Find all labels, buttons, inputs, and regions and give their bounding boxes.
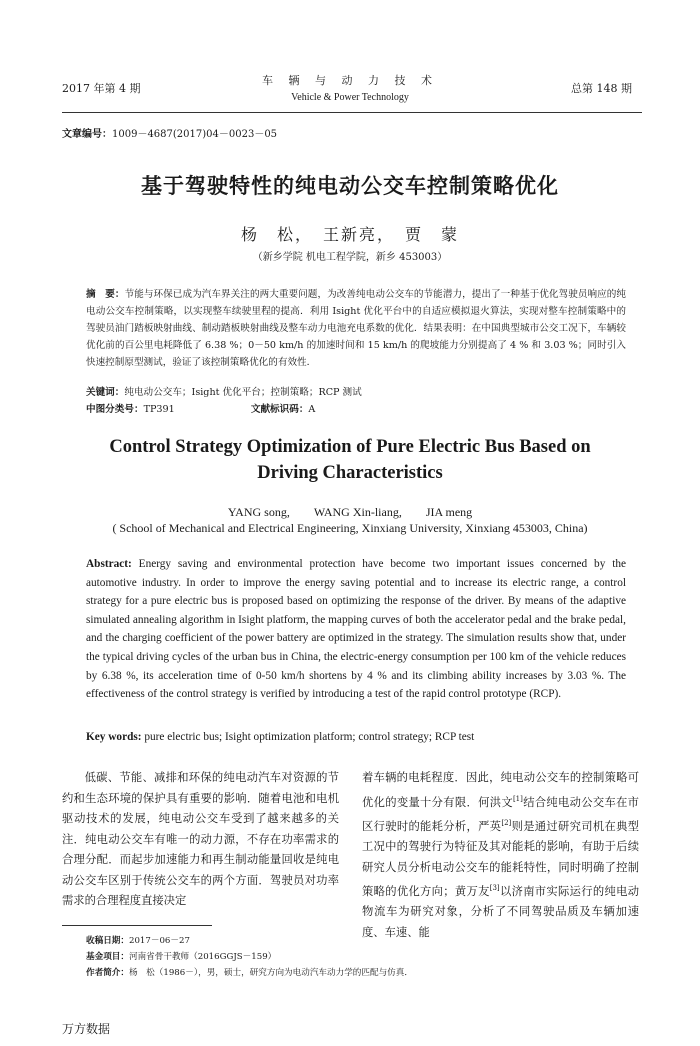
- keywords-cn: [86, 384, 626, 401]
- article-number-value: 1009－4687(2017)04－0023－05: [112, 129, 278, 140]
- fund-label: 基金项目：: [86, 952, 129, 962]
- header-rule: [62, 112, 642, 113]
- clc-value: TP391: [143, 404, 175, 415]
- body-column-right: [362, 768, 639, 943]
- author-bio-label: 作者简介：: [86, 968, 129, 978]
- classification-cn: [86, 401, 626, 418]
- authors-en: YANG song, WANG Xin-liang, JIA meng: [227, 505, 473, 519]
- keywords-cn-label: 关键词：: [86, 387, 125, 398]
- issue-label: 2017 年第 4 期: [62, 82, 141, 95]
- body-paragraph-continued: [362, 768, 639, 943]
- footnote-received: [86, 934, 190, 949]
- affiliation-en: ( School of Mechanical and Electrical Engineering, Xinxiang University, Xinxiang 453003, China): [112, 521, 588, 535]
- keywords-en-label: Key words:: [86, 731, 142, 743]
- doc-code-label: 文献标识码：: [250, 404, 309, 415]
- abstract-cn-label: 摘 要：: [86, 289, 125, 300]
- footnote-rule: [62, 925, 212, 926]
- abstract-en-label: Abstract:: [86, 558, 132, 570]
- keywords-block-cn: [86, 384, 626, 418]
- wanfang-watermark: 万方数据: [62, 1022, 111, 1036]
- paper-title-en: Control Strategy Optimization of Pure Electric Bus Based on Driving Characteristics: [109, 437, 591, 483]
- abstract-en: [86, 555, 626, 704]
- journal-title-en: Vehicle & Power Technology: [291, 92, 409, 103]
- citation-ref: [1]: [512, 794, 523, 803]
- abstract-en-text: Energy saving and environmental protection have become two important issues concerned by the automotive industry. In order to improve the energy saving potential and to increase its electric range, a control strategy for a pure electric bus is proposed based on optimizing the response of the driver. By means of the adaptive simulated annealing algorithm in Isight platform, the mapping curves of both the accelerator pedal and the brake pedal, and the charging coefficient of the power battery are optimized in the strategy. The simulation results show that, under the typical driving cycles of the urban bus in China, the electric-energy consumption per 100 km of the vehicle reduces by 6.38 %, its acceleration time of 0-50 km/h shortens by 4 % and its climbing ability increases by 3.03 %. The effectiveness of the control strategy is verified by introducing a test of the rapid control prototype (RCP).: [86, 558, 626, 701]
- authors-cn: 杨 松， 王新亮， 贾 蒙: [240, 225, 459, 244]
- article-number-label: 文章编号：: [62, 129, 112, 140]
- author-bio-value: 杨 松（1986－），男，硕士，研究方向为电动汽车动力学的匹配与仿真．: [128, 968, 413, 978]
- fund-value: 河南省骨干教师（2016GGJS－159）: [128, 952, 277, 962]
- body-text: 着车辆的电耗程度．因此，纯电动公交车的控制策略可优化的变量十分有限．何洪文: [362, 771, 639, 809]
- clc-label: 中图分类号：: [86, 404, 144, 415]
- abstract-cn: [86, 286, 626, 371]
- affiliation-cn: （新乡学院 机电工程学院，新乡 453003）: [252, 252, 448, 263]
- footnote-author: [86, 966, 413, 981]
- article-number: [62, 125, 277, 140]
- doc-code-value: A: [308, 404, 316, 415]
- paper-title-cn: 基于驾驶特性的纯电动公交车控制策略优化: [141, 174, 559, 198]
- body-text: 结合纯电动公交车在市区行驶时的能耗分析，严英: [362, 795, 639, 833]
- citation-ref: [3]: [489, 884, 500, 893]
- body-text: 以济南市实际运行的纯电动物流车为研究对象，分析了不同驾驶品质及车辆加速度、车速、能: [362, 884, 639, 939]
- footnote-fund: [86, 950, 276, 965]
- received-value: 2017－06－27: [128, 936, 190, 946]
- keywords-en: [86, 731, 626, 743]
- body-column-left: [62, 768, 339, 912]
- body-text: 则是通过研究司机在典型工况中的驾驶行为特征及其对能耗的影响，有助于后续研究人员分析电动公交车的能耗特性，同时明确了控制策略的优化方向；黄万友: [362, 819, 639, 898]
- received-label: 收稿日期：: [86, 936, 129, 946]
- total-issue-label: 总第 148 期: [571, 82, 632, 95]
- abstract-cn-text: 节能与环保已成为汽车界关注的两大重要问题，为改善纯电动公交车的节能潜力，提出了一种基于优化驾驶员响应的纯电动公交车控制策略，以实现整车续驶里程的提高．利用 Isight 优化平台中的自适应模拟退火算法，实现对整车控制策略中的驾驶员油门踏板映射曲线、制动踏板映射曲线及整车动力电池充电系数的优化．结果表明：在中国典型城市公交工况下，车辆较优化前的百公里电耗降低了 6.38 %；0－50 km/h 的加速时间和 15 km/h 的爬坡能力分别提高了 4 % 和 3.03 %；同时引入快速控制原型测试，验证了该控制策略优化的有效性．: [86, 289, 627, 368]
- citation-ref: [2]: [501, 818, 512, 827]
- keywords-cn-text: 纯电动公交车；Isight 优化平台；控制策略；RCP 测试: [124, 387, 362, 398]
- journal-title-cn: 车 辆 与 动 力 技 术: [262, 74, 438, 87]
- body-paragraph: 低碳、节能、减排和环保的纯电动汽车对资源的节约和生态环境的保护具有重要的影响．随着电池和电机驱动技术的发展，纯电动公交车受到了越来越多的关注．纯电动公交车有唯一的动力源，不存在功率需求的合理分配．而起步加速能力和再生制动能量回收是纯电动公交车区别于传统公交车的两个方面．驾驶员对功率需求的合理程度直接决定: [62, 771, 339, 907]
- keywords-en-text: pure electric bus; Isight optimization platform; control strategy; RCP test: [141, 731, 475, 743]
